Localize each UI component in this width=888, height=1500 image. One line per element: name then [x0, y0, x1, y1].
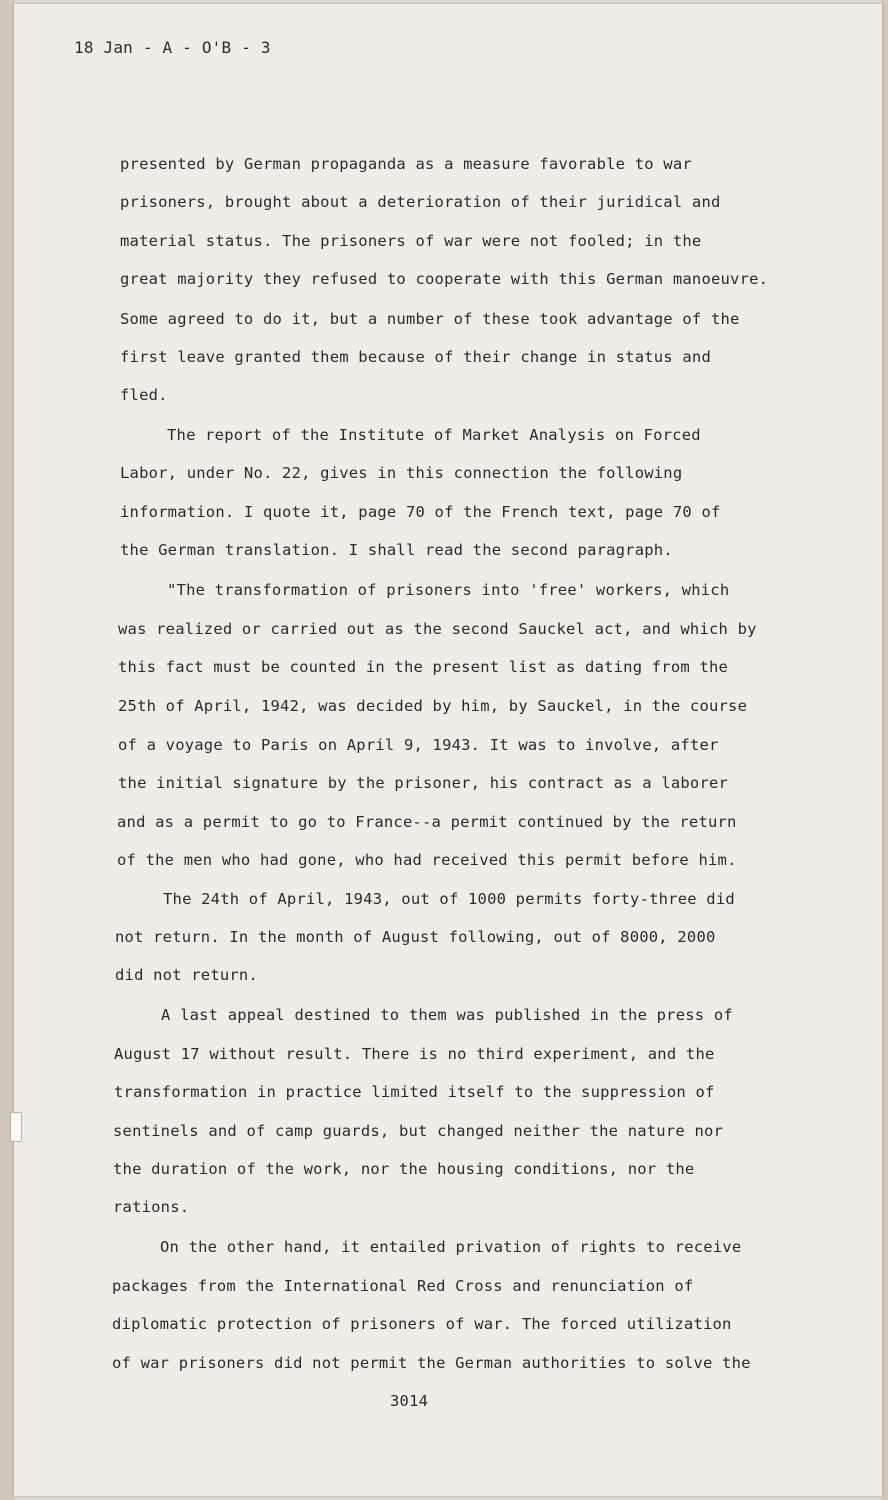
- text-line: was realized or carried out as the second Sauckel act, and which by: [118, 620, 757, 638]
- text-line: the German translation. I shall read the second paragraph.: [120, 541, 673, 559]
- text-line: fled.: [120, 386, 168, 404]
- text-line: not return. In the month of August following, out of 8000, 2000: [115, 928, 716, 946]
- text-line: sentinels and of camp guards, but changed neither the nature nor: [113, 1122, 724, 1140]
- text-line: great majority they refused to cooperate with this German manoeuvre.: [120, 270, 769, 288]
- text-line: rations.: [113, 1198, 190, 1216]
- document-body: [14, 4, 882, 1496]
- text-line: August 17 without result. There is no third experiment, and the: [114, 1045, 715, 1063]
- text-line: "The transformation of prisoners into 'free' workers, which: [167, 581, 730, 599]
- text-line: the duration of the work, nor the housing conditions, nor the: [113, 1160, 695, 1178]
- text-line: prisoners, brought about a deterioration of their juridical and: [120, 193, 721, 211]
- text-line: presented by German propaganda as a measure favorable to war: [120, 155, 692, 173]
- text-line: 25th of April, 1942, was decided by him, by Sauckel, in the course: [118, 697, 748, 715]
- text-line: did not return.: [115, 966, 258, 984]
- text-line: Some agreed to do it, but a number of these took advantage of the: [120, 310, 740, 328]
- text-line: transformation in practice limited itself to the suppression of: [114, 1083, 715, 1101]
- text-line: Labor, under No. 22, gives in this connection the following: [120, 464, 683, 482]
- text-line: The 24th of April, 1943, out of 1000 permits forty-three did: [163, 890, 735, 908]
- text-line: of a voyage to Paris on April 9, 1943. It was to involve, after: [118, 736, 719, 754]
- text-line: packages from the International Red Cross and renunciation of: [112, 1277, 694, 1295]
- page-header: 18 Jan - A - O'B - 3: [74, 38, 271, 57]
- document-page: [14, 4, 882, 1496]
- right-page-edge: [882, 0, 888, 1500]
- text-line: On the other hand, it entailed privation of rights to receive: [160, 1238, 742, 1256]
- page-number: 3014: [390, 1392, 429, 1410]
- text-line: this fact must be counted in the present list as dating from the: [118, 658, 729, 676]
- text-line: of the men who had gone, who had received this permit before him.: [117, 851, 737, 869]
- text-line: of war prisoners did not permit the German authorities to solve the: [112, 1354, 751, 1372]
- text-line: A last appeal destined to them was published in the press of: [161, 1006, 733, 1024]
- text-line: and as a permit to go to France--a permit continued by the return: [117, 813, 737, 831]
- text-line: material status. The prisoners of war were not fooled; in the: [120, 232, 702, 250]
- text-line: diplomatic protection of prisoners of war. The forced utilization: [112, 1315, 732, 1333]
- text-line: first leave granted them because of their change in status and: [120, 348, 711, 366]
- text-line: the initial signature by the prisoner, his contract as a laborer: [118, 774, 729, 792]
- left-page-edge: [0, 0, 14, 1500]
- text-line: The report of the Institute of Market Analysis on Forced: [167, 426, 701, 444]
- text-line: information. I quote it, page 70 of the French text, page 70 of: [120, 503, 721, 521]
